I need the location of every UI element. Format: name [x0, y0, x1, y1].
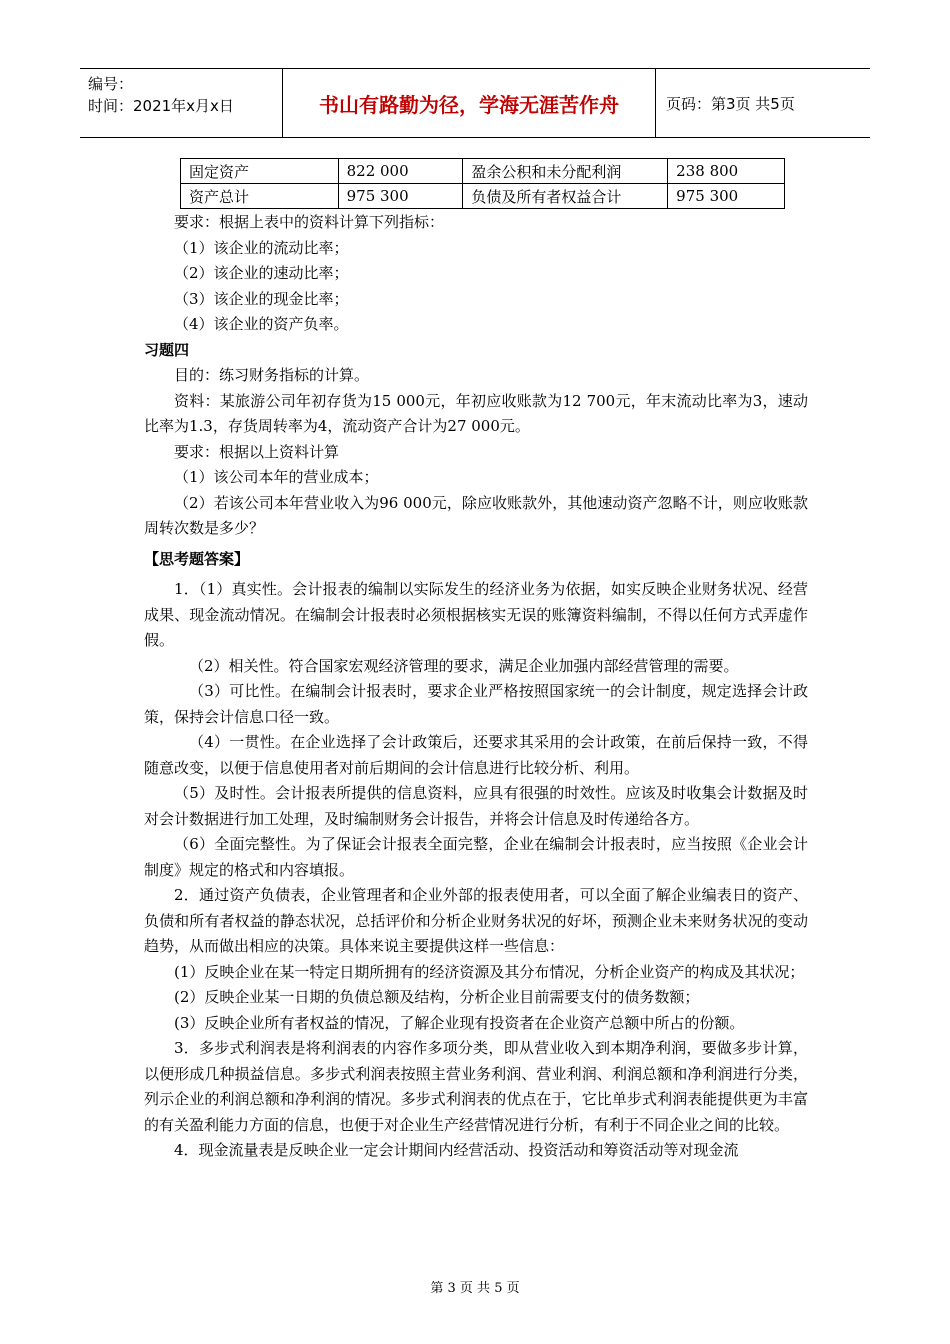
section-heading: 【思考题答案】 — [144, 549, 250, 568]
paragraph: 2．通过资产负债表，企业管理者和企业外部的报表使用者，可以全面了解企业编表日的资产、负债和所有者权益的静态状况，总括评价和分析企业财务状况的好坏，预测企业未来财务状况的变动趋势，从而做出相应的决策。具体来说主要提供这样一些信息： — [144, 886, 808, 955]
paragraph: （1）该企业的流动比率； — [174, 238, 349, 257]
paragraph: （4）该企业的资产负率。 — [174, 315, 349, 333]
header-page-info: 页码：第3页 共5页 — [666, 94, 795, 113]
page-header — [80, 68, 870, 138]
header-meta — [80, 69, 283, 137]
document-body — [144, 210, 808, 1164]
paragraph: （2）相关性。符合国家宏观经济管理的要求，满足企业加强内部经营管理的需要。 — [189, 656, 739, 675]
table-row — [181, 184, 785, 209]
header-motto: 书山有路勤为径，学海无涯苦作舟 — [283, 69, 656, 137]
table-cell: 负债及所有者权益合计 — [463, 184, 668, 209]
paragraph: （1）该公司本年的营业成本； — [174, 468, 379, 486]
paragraph: 要求：根据上表中的资料计算下列指标： — [174, 213, 445, 231]
paragraph: 资料：某旅游公司年初存货为15 000元，年初应收账款为12 700元，年末流动比率为3，速动比率为1.3，存货周转率为4，流动资产合计为27 000元。 — [144, 391, 808, 435]
paragraph: 3．多步式利润表是将利润表的内容作多项分类，即从营业收入到本期净利润，要做多步计算，以便形成几种损益信息。多步式利润表按照主营业务利润、营业利润、利润总额和净利润进行分类，列示企业的利润总额和净利润的情况。多步式利润表的优点在于，它比单步式利润表能提供更为丰富的有关盈利能力方面的信息，也便于对企业生产经营情况进行分析，有利于不同企业之间的比较。 — [144, 1039, 808, 1134]
table-cell: 资产总计 — [181, 184, 339, 209]
table-cell: 975 300 — [668, 184, 785, 209]
paragraph: （2）该企业的速动比率； — [174, 264, 349, 282]
table-cell: 822 000 — [338, 159, 463, 184]
paragraph: (2）反映企业某一日期的负债总额及结构，分析企业目前需要支付的债务数额； — [174, 988, 700, 1006]
paragraph: （3）可比性。在编制会计报表时，要求企业严格按照国家统一的会计制度，规定选择会计政策，保持会计信息口径一致。 — [144, 682, 808, 726]
paragraph: (1）反映企业在某一特定日期所拥有的经济资源及其分布情况，分析企业资产的构成及其状况； — [174, 962, 805, 981]
table-cell: 975 300 — [338, 184, 463, 209]
page-footer: 第 3 页 共 5 页 — [430, 1281, 520, 1296]
section-heading: 习题四 — [144, 340, 190, 359]
paragraph: 1．（1）真实性。会计报表的编制以实际发生的经济业务为依据，如实反映企业财务状况、经营成果、现金流动情况。在编制会计报表时必须根据核实无误的账簿资料编制，不得以任何方式弄虚作假。 — [144, 580, 808, 649]
table-cell: 238 800 — [668, 159, 785, 184]
paragraph: 目的：练习财务指标的计算。 — [174, 366, 370, 384]
balance-sheet-table — [180, 158, 785, 209]
table-cell: 盈余公积和未分配利润 — [463, 159, 668, 184]
serial-label: 编号： — [88, 75, 134, 93]
paragraph: （3）该企业的现金比率； — [174, 289, 349, 308]
paragraph: （6）全面完整性。为了保证会计报表全面完整，企业在编制会计报表时，应当按照《企业会计制度》规定的格式和内容填报。 — [144, 835, 808, 879]
paragraph: 要求：根据以上资料计算 — [174, 442, 340, 461]
table-cell: 固定资产 — [181, 159, 339, 184]
paragraph: 4．现金流量表是反映企业一定会计期间内经营活动、投资活动和筹资活动等对现金流 — [174, 1141, 739, 1159]
paragraph: （2）若该公司本年营业收入为96 000元，除应收账款外，其他速动资产忽略不计，则应收账款周转次数是多少？ — [144, 493, 808, 537]
paragraph: (3）反映企业所有者权益的情况，了解企业现有投资者在企业资产总额中所占的份额。 — [174, 1013, 745, 1032]
time-label: 时间：2021年x月x日 — [88, 97, 234, 115]
paragraph: （4）一贯性。在企业选择了会计政策后，还要求其采用的会计政策，在前后保持一致，不得随意改变，以便于信息使用者对前后期间的会计信息进行比较分析、利用。 — [144, 733, 808, 777]
table-row — [181, 159, 785, 184]
paragraph: （5）及时性。会计报表所提供的信息资料，应具有很强的时效性。应该及时收集会计数据及时对会计数据进行加工处理，及时编制财务会计报告，并将会计信息及时传递给各方。 — [144, 784, 808, 828]
